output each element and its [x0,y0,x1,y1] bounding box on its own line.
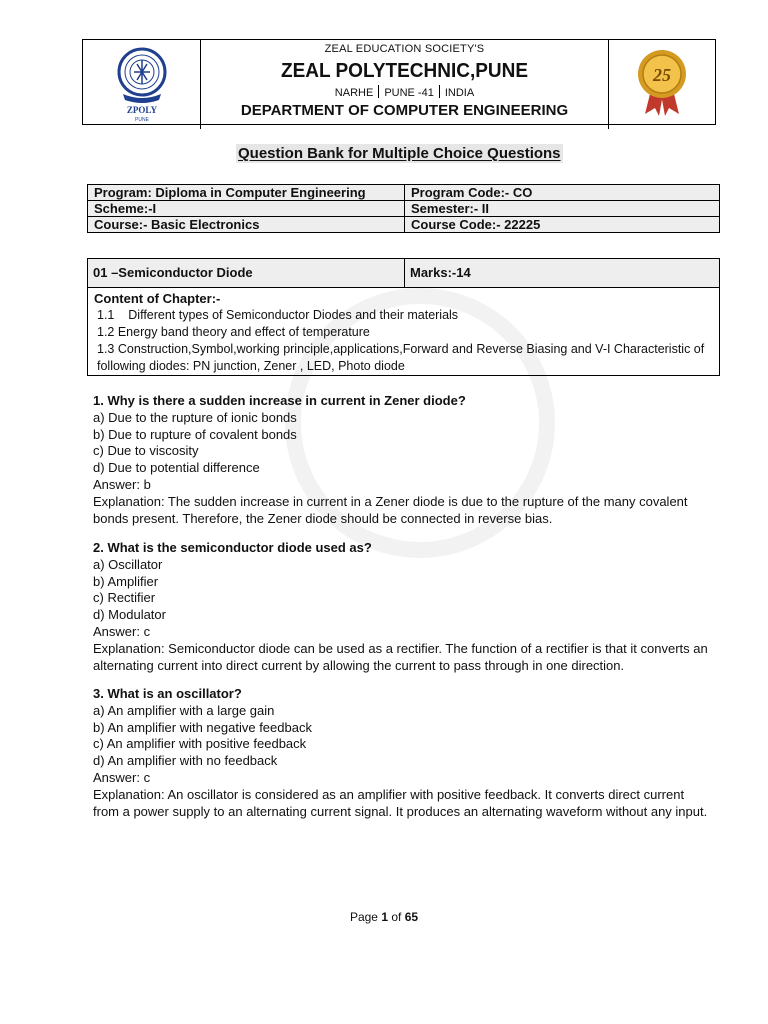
chapter-table [87,258,720,376]
option-d: d) Modulator [93,607,166,623]
logo-subtext: PUNE [135,117,149,123]
page-total: 65 [404,910,419,924]
address-part: PUNE -41 [384,87,434,99]
page-label: Page [349,910,378,924]
anniversary-badge-icon [609,40,715,124]
option-b: b) Due to rupture of covalent bonds [93,426,297,442]
chapter-marks: Marks:-14 [410,265,471,280]
explanation-text: Explanation: Semiconductor diode can be used as a rectifier. The function of a rectifier is that it converts an alternating current into direct current by allowing the current to pass through in one direction. [93,640,708,673]
explanation-text: Explanation: An oscillator is considered as an amplifier with positive feedback. It converts direct current from a power supply to an alternating current signal. It produces an alternating waveform without any input. [93,786,708,819]
question-text: 3. What is an oscillator? [93,686,242,701]
logo-text: ZPOLY [126,105,158,115]
chapter-header-row [88,259,719,288]
option-c: c) Rectifier [93,590,156,606]
course-code-cell: Course Code:- 22225 [405,217,720,233]
question-text: 2. What is the semiconductor diode used as? [93,540,372,555]
page-title: Question Bank for Multiple Choice Questions [238,145,561,162]
content-item: 1.1 Different types of Semiconductor Diodes and their materials [97,308,459,322]
semester-cell: Semester:- II [405,201,720,217]
page-current: 1 [381,910,388,924]
answer-text: Answer: b [93,476,151,492]
option-b: b) An amplifier with negative feedback [93,719,312,735]
content-label: Content of Chapter:- [94,291,221,306]
table-row [88,185,720,201]
logo-cell [83,40,201,129]
address-part: NARHE [334,87,374,99]
table-row [88,217,720,233]
option-d: d) An amplifier with no feedback [93,753,278,769]
address-divider [439,85,440,98]
program-info-table [87,184,720,233]
program-code-cell: Program Code:- CO [405,185,720,201]
header-text-cell [201,40,609,129]
badge-cell [609,40,715,129]
option-c: c) An amplifier with positive feedback [93,736,307,752]
option-b: b) Amplifier [93,573,159,589]
option-a: a) Due to the rupture of ionic bonds [93,409,297,425]
option-a: a) Oscillator [93,556,163,572]
page-of: of [391,910,402,924]
question-block [93,540,713,674]
course-cell: Course:- Basic Electronics [88,217,405,233]
option-c: c) Due to viscosity [93,443,199,459]
answer-text: Answer: c [93,623,151,639]
college-address [201,85,608,99]
badge-number: 25 [653,65,671,85]
college-name: ZEAL POLYTECHNIC,PUNE [280,60,529,82]
chapter-name: 01 –Semiconductor Diode [88,259,405,287]
option-d: d) Due to potential difference [93,460,260,476]
society-name: ZEAL EDUCATION SOCIETY'S [324,43,485,55]
explanation-text: Explanation: The sudden increase in current in a Zener diode is due to the rupture of the many covalent bonds present. Therefore, the Zener diode should be connected in reverse bias. [93,493,688,526]
address-divider [378,85,379,98]
question-text: 1. Why is there a sudden increase in current in Zener diode? [93,393,466,408]
scheme-cell: Scheme:-I [88,201,405,217]
table-row [88,201,720,217]
page-footer [0,910,768,924]
address-part: INDIA [444,87,475,99]
answer-text: Answer: c [93,769,151,785]
content-item: 1.3 Construction,Symbol,working principle,applications,Forward and Reverse Biasing and V-I Characteristic of following diodes: PN junction, Zener , LED, Photo diode [97,342,705,373]
question-block [93,393,713,527]
chapter-content [88,288,719,377]
question-block [93,686,713,820]
program-cell: Program: Diploma in Computer Engineering [88,185,405,201]
content-item: 1.2 Energy band theory and effect of temperature [97,325,370,339]
letterhead [82,39,716,125]
option-a: a) An amplifier with a large gain [93,702,275,718]
college-logo-icon [83,40,201,124]
department-name: DEPARTMENT OF COMPUTER ENGINEERING [240,102,569,119]
